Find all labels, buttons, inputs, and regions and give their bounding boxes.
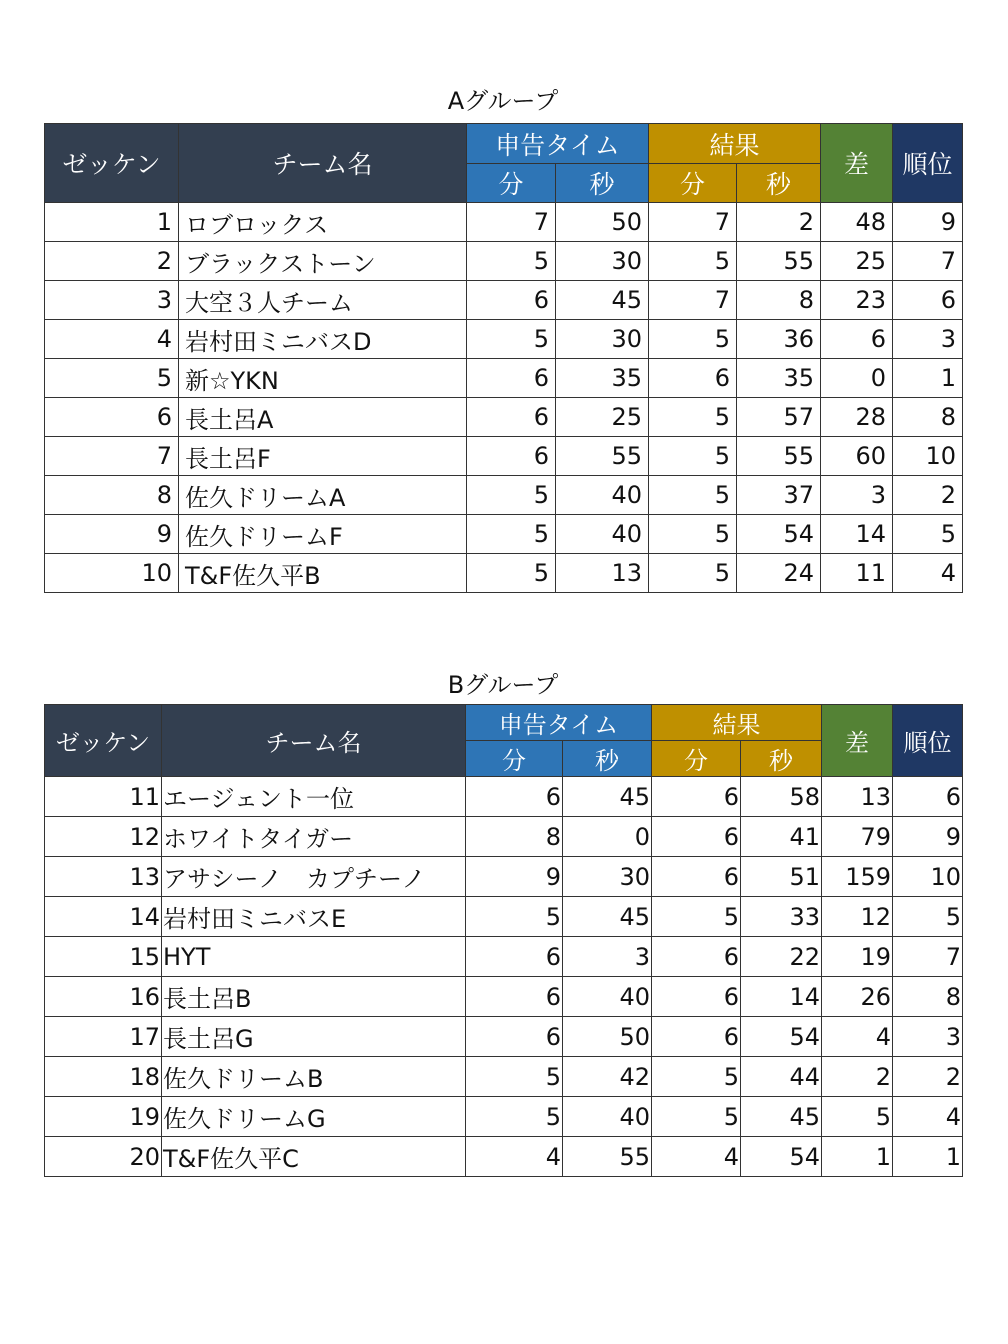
bib-cell: 17 xyxy=(45,1017,162,1057)
diff-cell: 19 xyxy=(822,937,893,977)
result-min-cell: 5 xyxy=(652,1097,741,1137)
group-a-title: Aグループ xyxy=(447,87,559,115)
diff-cell: 28 xyxy=(821,398,893,437)
declared-sec-cell: 40 xyxy=(556,476,649,515)
result-min-cell: 5 xyxy=(649,437,737,476)
table-row xyxy=(45,897,963,937)
result-sec-cell: 55 xyxy=(737,242,821,281)
result-sec-cell: 14 xyxy=(741,977,822,1017)
table-row xyxy=(45,1097,963,1137)
result-sec-cell: 54 xyxy=(741,1017,822,1057)
diff-cell: 3 xyxy=(821,476,893,515)
declared-sec-cell: 50 xyxy=(563,1017,652,1057)
rank-cell: 2 xyxy=(893,1057,963,1097)
header-declared-min: 分 xyxy=(467,164,556,203)
diff-cell: 25 xyxy=(821,242,893,281)
table-row xyxy=(45,977,963,1017)
table-row xyxy=(45,857,963,897)
declared-sec-cell: 50 xyxy=(556,203,649,242)
declared-sec-cell: 30 xyxy=(563,857,652,897)
result-sec-cell: 57 xyxy=(737,398,821,437)
rank-cell: 3 xyxy=(893,1017,963,1057)
rank-cell: 3 xyxy=(893,320,963,359)
header-bib: ゼッケン xyxy=(45,124,179,203)
bib-cell: 5 xyxy=(45,359,179,398)
rank-cell: 9 xyxy=(893,817,963,857)
result-min-cell: 7 xyxy=(649,281,737,320)
bib-cell: 14 xyxy=(45,897,162,937)
diff-cell: 60 xyxy=(821,437,893,476)
header-declared-sec: 秒 xyxy=(563,741,652,777)
rank-cell: 6 xyxy=(893,281,963,320)
result-sec-cell: 8 xyxy=(737,281,821,320)
bib-cell: 16 xyxy=(45,977,162,1017)
diff-cell: 6 xyxy=(821,320,893,359)
bib-cell: 19 xyxy=(45,1097,162,1137)
table-row xyxy=(45,359,963,398)
table-row xyxy=(45,320,963,359)
result-min-cell: 5 xyxy=(652,1057,741,1097)
table-row xyxy=(45,937,963,977)
team-cell: 大空３人チーム xyxy=(179,281,467,320)
result-sec-cell: 54 xyxy=(741,1137,822,1177)
diff-cell: 48 xyxy=(821,203,893,242)
result-sec-cell: 24 xyxy=(737,554,821,593)
team-cell: 長土呂A xyxy=(179,398,467,437)
header-declared-sec: 秒 xyxy=(556,164,649,203)
result-min-cell: 6 xyxy=(652,777,741,817)
result-sec-cell: 54 xyxy=(737,515,821,554)
declared-min-cell: 5 xyxy=(466,1097,563,1137)
team-cell: 長土呂F xyxy=(179,437,467,476)
team-cell: T&F佐久平C xyxy=(162,1137,466,1177)
declared-min-cell: 8 xyxy=(466,817,563,857)
team-cell: エージェント一位 xyxy=(162,777,466,817)
declared-min-cell: 5 xyxy=(467,320,556,359)
result-min-cell: 6 xyxy=(652,937,741,977)
declared-sec-cell: 55 xyxy=(563,1137,652,1177)
declared-sec-cell: 45 xyxy=(563,897,652,937)
header-rank: 順位 xyxy=(893,124,963,203)
declared-sec-cell: 42 xyxy=(563,1057,652,1097)
declared-sec-cell: 40 xyxy=(563,977,652,1017)
result-min-cell: 6 xyxy=(652,857,741,897)
declared-sec-cell: 45 xyxy=(556,281,649,320)
header-result-min: 分 xyxy=(649,164,737,203)
rank-cell: 4 xyxy=(893,1097,963,1137)
header-bib: ゼッケン xyxy=(45,705,162,777)
result-sec-cell: 35 xyxy=(737,359,821,398)
declared-min-cell: 6 xyxy=(467,359,556,398)
result-sec-cell: 51 xyxy=(741,857,822,897)
result-min-cell: 6 xyxy=(652,1017,741,1057)
team-cell: 長土呂G xyxy=(162,1017,466,1057)
bib-cell: 12 xyxy=(45,817,162,857)
declared-min-cell: 9 xyxy=(466,857,563,897)
table-row xyxy=(45,203,963,242)
declared-sec-cell: 45 xyxy=(563,777,652,817)
bib-cell: 3 xyxy=(45,281,179,320)
declared-min-cell: 5 xyxy=(467,476,556,515)
rank-cell: 5 xyxy=(893,515,963,554)
table-row xyxy=(45,437,963,476)
diff-cell: 79 xyxy=(822,817,893,857)
team-cell: ロブロックス xyxy=(179,203,467,242)
result-sec-cell: 36 xyxy=(737,320,821,359)
result-sec-cell: 2 xyxy=(737,203,821,242)
bib-cell: 8 xyxy=(45,476,179,515)
rank-cell: 2 xyxy=(893,476,963,515)
bib-cell: 7 xyxy=(45,437,179,476)
team-cell: アサシーノ カプチーノ xyxy=(162,857,466,897)
declared-sec-cell: 35 xyxy=(556,359,649,398)
bib-cell: 20 xyxy=(45,1137,162,1177)
declared-min-cell: 5 xyxy=(467,242,556,281)
declared-min-cell: 6 xyxy=(467,398,556,437)
header-declared-min: 分 xyxy=(466,741,563,777)
table-row xyxy=(45,1137,963,1177)
rank-cell: 5 xyxy=(893,897,963,937)
bib-cell: 13 xyxy=(45,857,162,897)
declared-sec-cell: 40 xyxy=(563,1097,652,1137)
declared-sec-cell: 40 xyxy=(556,515,649,554)
table-row xyxy=(45,242,963,281)
team-cell: HYT xyxy=(162,937,466,977)
rank-cell: 8 xyxy=(893,977,963,1017)
group-b-title: Bグループ xyxy=(447,671,559,699)
rank-cell: 10 xyxy=(893,857,963,897)
result-min-cell: 6 xyxy=(649,359,737,398)
header-diff: 差 xyxy=(821,124,893,203)
rank-cell: 1 xyxy=(893,1137,963,1177)
rank-cell: 9 xyxy=(893,203,963,242)
result-sec-cell: 37 xyxy=(737,476,821,515)
bib-cell: 11 xyxy=(45,777,162,817)
rank-cell: 6 xyxy=(893,777,963,817)
result-min-cell: 5 xyxy=(649,554,737,593)
declared-sec-cell: 3 xyxy=(563,937,652,977)
header-result: 結果 xyxy=(652,705,822,741)
header-team: チーム名 xyxy=(162,705,466,777)
rank-cell: 7 xyxy=(893,242,963,281)
declared-min-cell: 6 xyxy=(467,281,556,320)
result-min-cell: 4 xyxy=(652,1137,741,1177)
bib-cell: 10 xyxy=(45,554,179,593)
team-cell: 佐久ドリームF xyxy=(179,515,467,554)
table-row xyxy=(45,281,963,320)
group-a-table xyxy=(44,123,963,593)
team-cell: 新☆YKN xyxy=(179,359,467,398)
team-cell: ホワイトタイガー xyxy=(162,817,466,857)
rank-cell: 10 xyxy=(893,437,963,476)
declared-sec-cell: 55 xyxy=(556,437,649,476)
bib-cell: 6 xyxy=(45,398,179,437)
declared-min-cell: 6 xyxy=(466,977,563,1017)
header-rank: 順位 xyxy=(893,705,963,777)
header-declared-time: 申告タイム xyxy=(466,705,652,741)
diff-cell: 13 xyxy=(822,777,893,817)
diff-cell: 11 xyxy=(821,554,893,593)
declared-min-cell: 6 xyxy=(466,937,563,977)
team-cell: 長土呂B xyxy=(162,977,466,1017)
rank-cell: 1 xyxy=(893,359,963,398)
diff-cell: 14 xyxy=(821,515,893,554)
declared-min-cell: 5 xyxy=(466,897,563,937)
header-diff: 差 xyxy=(822,705,893,777)
rank-cell: 4 xyxy=(893,554,963,593)
table-row xyxy=(45,554,963,593)
result-min-cell: 6 xyxy=(652,977,741,1017)
declared-min-cell: 5 xyxy=(466,1057,563,1097)
declared-sec-cell: 25 xyxy=(556,398,649,437)
bib-cell: 18 xyxy=(45,1057,162,1097)
diff-cell: 26 xyxy=(822,977,893,1017)
diff-cell: 2 xyxy=(822,1057,893,1097)
diff-cell: 23 xyxy=(821,281,893,320)
diff-cell: 5 xyxy=(822,1097,893,1137)
rank-cell: 7 xyxy=(893,937,963,977)
table-row xyxy=(45,777,963,817)
table-row xyxy=(45,817,963,857)
declared-min-cell: 4 xyxy=(466,1137,563,1177)
group-b-table xyxy=(44,704,963,1177)
table-row xyxy=(45,398,963,437)
bib-cell: 4 xyxy=(45,320,179,359)
declared-min-cell: 5 xyxy=(467,554,556,593)
declared-min-cell: 6 xyxy=(466,1017,563,1057)
result-sec-cell: 33 xyxy=(741,897,822,937)
declared-min-cell: 6 xyxy=(466,777,563,817)
declared-min-cell: 7 xyxy=(467,203,556,242)
result-min-cell: 5 xyxy=(649,320,737,359)
declared-sec-cell: 30 xyxy=(556,320,649,359)
result-sec-cell: 22 xyxy=(741,937,822,977)
declared-min-cell: 5 xyxy=(467,515,556,554)
declared-sec-cell: 30 xyxy=(556,242,649,281)
team-cell: T&F佐久平B xyxy=(179,554,467,593)
team-cell: ブラックストーン xyxy=(179,242,467,281)
bib-cell: 15 xyxy=(45,937,162,977)
header-result-min: 分 xyxy=(652,741,741,777)
team-cell: 佐久ドリームB xyxy=(162,1057,466,1097)
diff-cell: 4 xyxy=(822,1017,893,1057)
bib-cell: 2 xyxy=(45,242,179,281)
declared-sec-cell: 0 xyxy=(563,817,652,857)
result-min-cell: 5 xyxy=(652,897,741,937)
bib-cell: 1 xyxy=(45,203,179,242)
result-sec-cell: 44 xyxy=(741,1057,822,1097)
table-row xyxy=(45,476,963,515)
header-result-sec: 秒 xyxy=(737,164,821,203)
result-min-cell: 5 xyxy=(649,398,737,437)
header-result-sec: 秒 xyxy=(741,741,822,777)
result-sec-cell: 41 xyxy=(741,817,822,857)
bib-cell: 9 xyxy=(45,515,179,554)
result-min-cell: 5 xyxy=(649,242,737,281)
team-cell: 岩村田ミニバスE xyxy=(162,897,466,937)
diff-cell: 0 xyxy=(821,359,893,398)
table-row xyxy=(45,1057,963,1097)
header-declared-time: 申告タイム xyxy=(467,124,649,164)
result-sec-cell: 45 xyxy=(741,1097,822,1137)
header-team: チーム名 xyxy=(179,124,467,203)
result-min-cell: 7 xyxy=(649,203,737,242)
declared-min-cell: 6 xyxy=(467,437,556,476)
table-row xyxy=(45,515,963,554)
team-cell: 佐久ドリームA xyxy=(179,476,467,515)
rank-cell: 8 xyxy=(893,398,963,437)
team-cell: 岩村田ミニバスD xyxy=(179,320,467,359)
declared-sec-cell: 13 xyxy=(556,554,649,593)
result-min-cell: 5 xyxy=(649,515,737,554)
team-cell: 佐久ドリームG xyxy=(162,1097,466,1137)
diff-cell: 12 xyxy=(822,897,893,937)
result-sec-cell: 55 xyxy=(737,437,821,476)
table-row xyxy=(45,1017,963,1057)
header-result: 結果 xyxy=(649,124,821,164)
diff-cell: 159 xyxy=(822,857,893,897)
result-min-cell: 5 xyxy=(649,476,737,515)
result-sec-cell: 58 xyxy=(741,777,822,817)
result-min-cell: 6 xyxy=(652,817,741,857)
diff-cell: 1 xyxy=(822,1137,893,1177)
